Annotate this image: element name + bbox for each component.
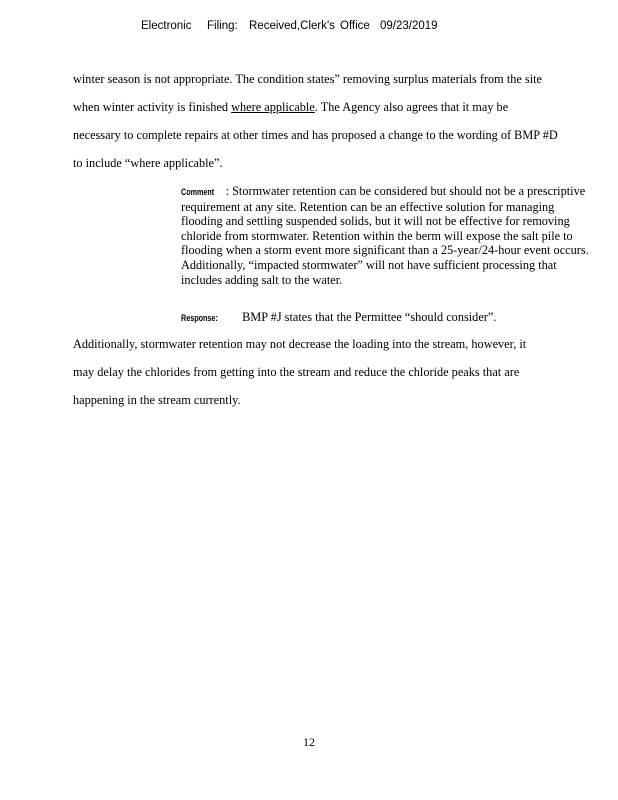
body-line-2-start: when winter activity is finished bbox=[73, 100, 229, 114]
header-date: 09/23/2019 bbox=[380, 20, 438, 32]
comment-text: : Stormwater retention can be considered but should not be a prescriptive requirement at any site. Retention can be an effective solution for managing flooding and settling suspended solids, but it will not be effective for removing chloride from stormwater. Retention within the berm will expose the salt pile to flooding when a storm event more significant than a 25-year/24-hour event occurs. Additionally, “impacted stormwater” will not have sufficient processing that includes adding salt to the water. bbox=[181, 184, 589, 287]
response-line bbox=[181, 310, 496, 325]
page-number: 12 bbox=[303, 735, 315, 749]
where-applicable-underlined: where applicable bbox=[231, 100, 315, 114]
filing-header bbox=[141, 20, 438, 32]
comment-block bbox=[181, 184, 591, 287]
body-line-3: necessary to complete repairs at other times and has proposed a change to the wording of BMP #D bbox=[73, 128, 558, 142]
body-line-5: Additionally, stormwater retention may not decrease the loading into the stream, however, it bbox=[73, 337, 527, 351]
body-line-4: to include “where applicable”. bbox=[73, 156, 223, 170]
body-line-6: may delay the chlorides from getting into the stream and reduce the chloride peaks that are bbox=[73, 365, 520, 379]
comment-label: Comment bbox=[181, 187, 215, 197]
header-office: Office bbox=[340, 20, 370, 32]
header-electronic: Electronic bbox=[141, 20, 192, 32]
body-line-2 bbox=[73, 100, 508, 115]
header-filing: Filing: bbox=[207, 20, 238, 32]
body-line-1: winter season is not appropriate. The condition states” removing surplus materials from the site bbox=[73, 72, 542, 86]
body-line-2-end: . The Agency also agrees that it may be bbox=[314, 100, 509, 114]
body-line-7: happening in the stream currently. bbox=[73, 393, 241, 407]
response-label: Response: bbox=[181, 313, 218, 323]
header-received-clerks: Received,Clerk's bbox=[249, 20, 335, 32]
response-text: BMP #J states that the Permittee “should consider”. bbox=[242, 310, 497, 324]
